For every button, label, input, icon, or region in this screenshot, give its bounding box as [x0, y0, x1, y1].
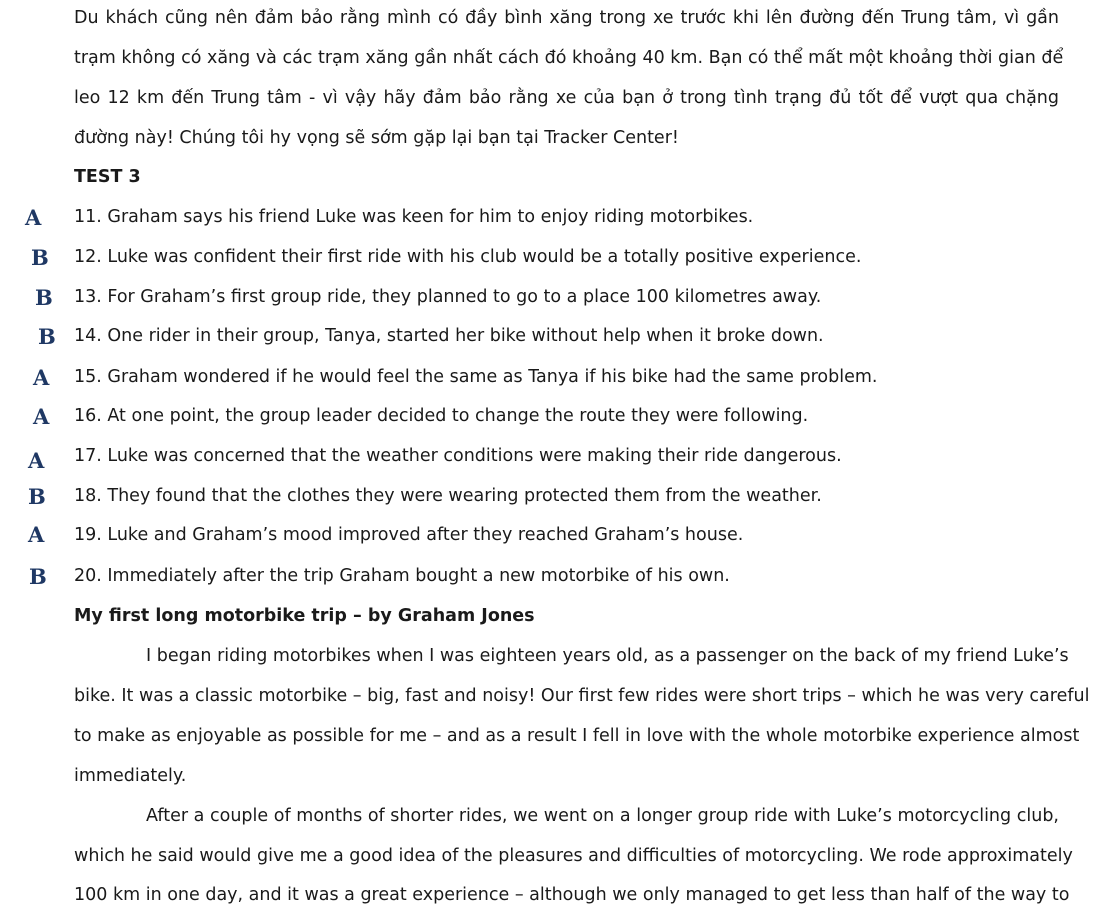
- question-text: 18. They found that the clothes they were wearing protected them from the weather.: [74, 486, 822, 506]
- article-line: I began riding motorbikes when I was eighteen years old, as a passenger on the back of my friend Luke’s: [146, 646, 1069, 666]
- article-title: My first long motorbike trip – by Graham Jones: [74, 606, 535, 626]
- test-heading: TEST 3: [74, 167, 141, 187]
- intro-line: leo 12 km đến Trung tâm - vì vậy hãy đảm bảo rằng xe của bạn ở trong tình trạng đủ tốt để vượt qua chặng: [74, 88, 1059, 108]
- question-text: 17. Luke was concerned that the weather conditions were making their ride dangerous.: [74, 446, 842, 466]
- intro-line: trạm không có xăng và các trạm xăng gần nhất cách đó khoảng 40 km. Bạn có thể mất một khoảng thời gian để: [74, 48, 1064, 68]
- article-line: After a couple of months of shorter rides, we went on a longer group ride with Luke’s motorcycling club,: [146, 806, 1059, 826]
- question-text: 12. Luke was confident their first ride with his club would be a totally positive experience.: [74, 247, 862, 267]
- intro-line: đường này! Chúng tôi hy vọng sẽ sớm gặp lại bạn tại Tracker Center!: [74, 128, 679, 148]
- intro-line: Du khách cũng nên đảm bảo rằng mình có đầy bình xăng trong xe trước khi lên đường đến Trung tâm, vì gần: [74, 8, 1059, 28]
- question-text: 11. Graham says his friend Luke was keen for him to enjoy riding motorbikes.: [74, 207, 754, 227]
- article-line: immediately.: [74, 766, 187, 786]
- article-line: 100 km in one day, and it was a great experience – although we only managed to get less than half of the way to: [74, 885, 1070, 905]
- answer-letter: B: [38, 324, 56, 349]
- article-line: bike. It was a classic motorbike – big, fast and noisy! Our first few rides were short trips – which he was very careful: [74, 686, 1090, 706]
- question-text: 19. Luke and Graham’s mood improved after they reached Graham’s house.: [74, 525, 744, 545]
- question-text: 14. One rider in their group, Tanya, started her bike without help when it broke down.: [74, 326, 824, 346]
- answer-letter: A: [33, 365, 50, 390]
- answer-letter: A: [33, 404, 50, 429]
- question-text: 15. Graham wondered if he would feel the same as Tanya if his bike had the same problem.: [74, 367, 878, 387]
- article-line: to make as enjoyable as possible for me – and as a result I fell in love with the whole motorbike experience almost: [74, 726, 1080, 746]
- answer-letter: B: [29, 564, 47, 589]
- article-line: which he said would give me a good idea of the pleasures and difficulties of motorcycling. We rode approximately: [74, 846, 1073, 866]
- question-text: 13. For Graham’s first group ride, they planned to go to a place 100 kilometres away.: [74, 287, 822, 307]
- answer-letter: B: [31, 245, 49, 270]
- answer-letter: B: [28, 484, 46, 509]
- question-text: 16. At one point, the group leader decided to change the route they were following.: [74, 406, 809, 426]
- question-text: 20. Immediately after the trip Graham bought a new motorbike of his own.: [74, 566, 730, 586]
- answer-letter: A: [25, 205, 42, 230]
- answer-letter: A: [28, 522, 45, 547]
- answer-letter: A: [28, 448, 45, 473]
- answer-letter: B: [35, 285, 53, 310]
